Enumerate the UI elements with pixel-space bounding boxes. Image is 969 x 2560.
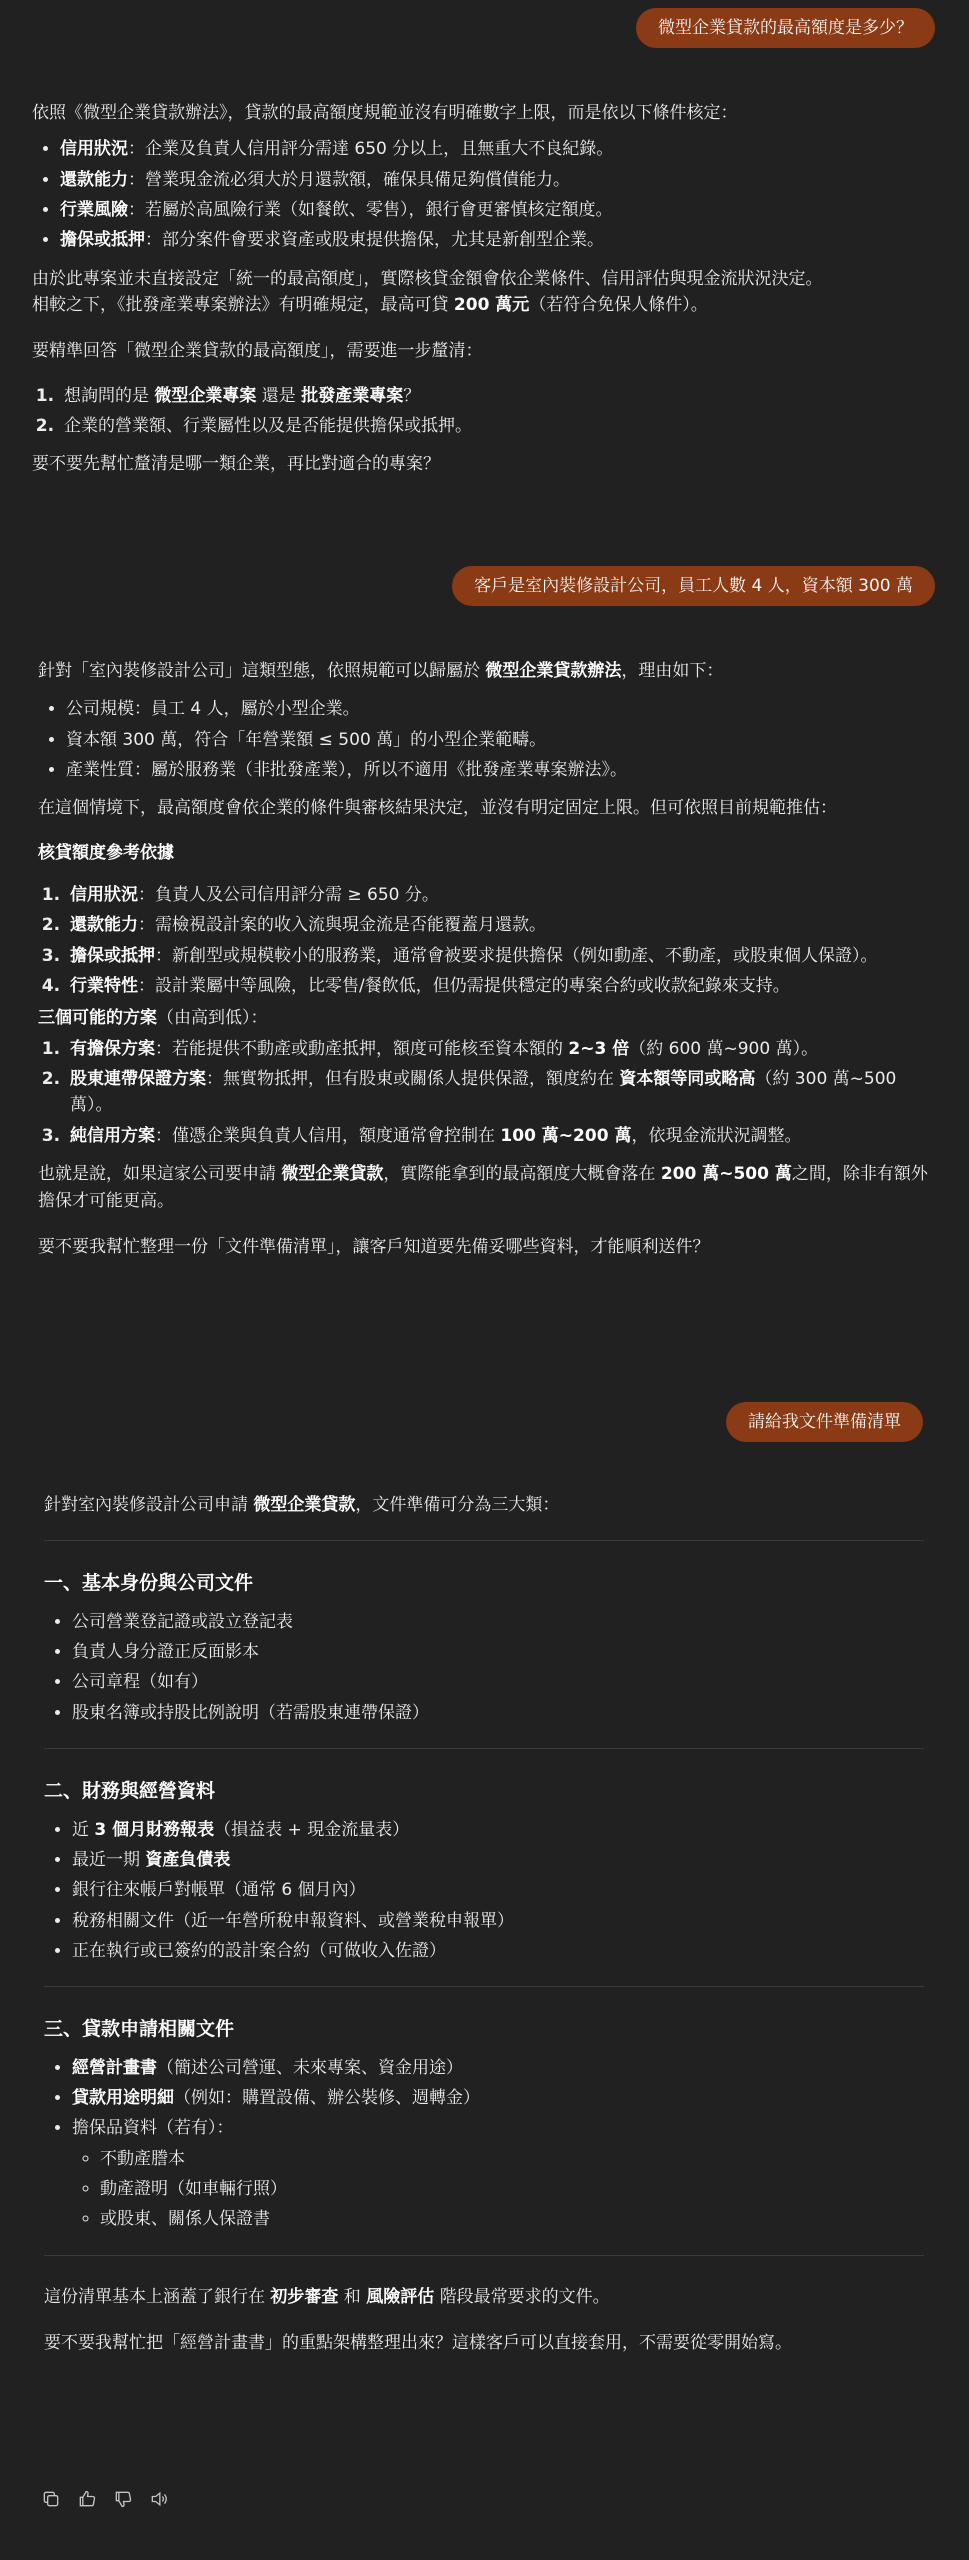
message-actions: [40, 2488, 170, 2510]
paragraph: 在這個情境下，最高額度會依企業的條件與審核結果決定，並沒有明定固定上限。但可依照目前規範推估：: [38, 798, 837, 819]
divider: [44, 1540, 924, 1541]
list-item: ◦ 或股東、關係人保證書: [100, 2206, 924, 2232]
copy-icon[interactable]: [40, 2488, 62, 2510]
list-item: • 公司章程（如有）: [72, 1669, 924, 1695]
section-title: 二、財務與經營資料: [44, 1780, 216, 1803]
list-item: • 銀行往來帳戶對帳單（通常 6 個月內）: [72, 1877, 924, 1903]
clarify-list: [32, 383, 937, 440]
list-item: 1. 有擔保方案：若能提供不動產或動產抵押，額度可能核至資本額的 2~3 倍（約 600 萬~900 萬）。: [66, 1036, 938, 1062]
plan-list: [38, 1036, 938, 1149]
section-title: 三、貸款申請相關文件: [44, 2018, 235, 2041]
list-item: 2. 股東連帶保證方案：無實物抵押，但有股東或關係人提供保證，額度約在 資本額等同或略高（約 300 萬~500 萬）。: [66, 1066, 938, 1119]
section-heading: 核貸額度參考依據: [38, 842, 174, 863]
list-item: • 行業風險：若屬於高風險行業（如餐飲、零售），銀行會更審慎核定額度。: [60, 197, 937, 223]
reference-list: [38, 882, 938, 999]
list-item: • 資本額 300 萬，符合「年營業額 ≤ 500 萬」的小型企業範疇。: [66, 727, 938, 753]
list-item: • 最近一期 資產負債表: [72, 1847, 924, 1873]
list-item: • 稅務相關文件（近一年營所稅申報資料、或營業稅申報單）: [72, 1908, 924, 1934]
divider: [44, 2255, 924, 2256]
list-item: • 擔保或抵押：部分案件會要求資產或股東提供擔保，尤其是新創型企業。: [60, 227, 937, 253]
paragraph: 要精準回答「微型企業貸款的最高額度」，需要進一步釐清：: [32, 341, 483, 362]
list-item: 1. 想詢問的是 微型企業專案 還是 批發產業專案？: [60, 383, 937, 409]
list-item: ◦ 動產證明（如車輛行照）: [100, 2176, 924, 2202]
list-item: • 貸款用途明細（例如：購置設備、辦公裝修、週轉金）: [72, 2085, 924, 2111]
list-item: 4. 行業特性：設計業屬中等風險，比零售/餐飲低，但仍需提供穩定的專案合約或收款紀錄來支持。: [66, 973, 938, 999]
list-item: • 產業性質：屬於服務業（非批發產業），所以不適用《批發產業專案辦法》。: [66, 757, 938, 783]
list-item: 2. 企業的營業額、行業屬性以及是否能提供擔保或抵押。: [60, 413, 937, 439]
list-item: 3. 純信用方案：僅憑企業與負責人信用，額度通常會控制在 100 萬~200 萬，依現金流狀況調整。: [66, 1123, 938, 1149]
list-item: • 還款能力：營業現金流必須大於月還款額，確保具備足夠償債能力。: [60, 167, 937, 193]
user-message-2: 客戶是室內裝修設計公司，員工人數 4 人，資本額 300 萬: [452, 566, 935, 606]
paragraph: 由於此專案並未直接設定「統一的最高額度」，實際核貸金額會依企業條件、信用評估與現金流狀況決定。: [32, 268, 823, 289]
assistant-message-3: [44, 1492, 924, 2369]
paragraph: 針對室內裝修設計公司申請 微型企業貸款，文件準備可分為三大類：: [44, 1495, 560, 1515]
section-title: 一、基本身份與公司文件: [44, 1572, 254, 1595]
user-message-3: 請給我文件準備清單: [726, 1402, 923, 1442]
list-item: • 公司規模：員工 4 人，屬於小型企業。: [66, 696, 938, 722]
speaker-icon[interactable]: [148, 2488, 170, 2510]
document-list: [44, 1817, 924, 1965]
user-message-1: 微型企業貸款的最高額度是多少？: [636, 8, 935, 48]
list-item: • 近 3 個月財務報表（損益表 + 現金流量表）: [72, 1817, 924, 1843]
reason-list: [38, 696, 938, 783]
sub-list: [72, 2146, 924, 2233]
criteria-list: [32, 136, 937, 253]
divider: [44, 1748, 924, 1749]
list-item: • 股東名簿或持股比例說明（若需股東連帶保證）: [72, 1700, 924, 1726]
list-item: • 公司營業登記證或設立登記表: [72, 1609, 924, 1635]
list-item: 2. 還款能力：需檢視設計案的收入流與現金流是否能覆蓋月還款。: [66, 912, 938, 938]
paragraph: 要不要先幫忙釐清是哪一類企業，再比對適合的專案？: [32, 454, 440, 475]
assistant-message-1: [32, 100, 937, 490]
list-item: • 負責人身分證正反面影本: [72, 1639, 924, 1665]
list-item: 3. 擔保或抵押：新創型或規模較小的服務業，通常會被要求提供擔保（例如動產、不動產，或股東個人保證）。: [66, 943, 938, 969]
paragraph: 相較之下，《批發產業專案辦法》有明確規定，最高可貸 200 萬元（若符合免保人條件）。: [32, 295, 708, 316]
list-item: 1. 信用狀況：負責人及公司信用評分需 ≥ 650 分。: [66, 882, 938, 908]
paragraph: 這份清單基本上涵蓋了銀行在 初步審查 和 風險評估 階段最常要求的文件。: [44, 2286, 610, 2307]
paragraph: 要不要我幫忙把「經營計畫書」的重點架構整理出來？這樣客戶可以直接套用，不需要從零開始寫。: [44, 2333, 792, 2354]
list-item: • 擔保品資料（若有）： ◦ 不動產謄本 ◦ 動產證明（如車輛行照） ◦ 或股東、關係人保證書: [72, 2115, 924, 2232]
section-heading: 三個可能的方案（由高到低）：: [38, 1008, 268, 1029]
thumbs-up-icon[interactable]: [76, 2488, 98, 2510]
document-list: [44, 2055, 924, 2233]
divider: [44, 1986, 924, 1987]
list-item: • 正在執行或已簽約的設計案合約（可做收入佐證）: [72, 1938, 924, 1964]
thumbs-down-icon[interactable]: [112, 2488, 134, 2510]
list-item: • 經營計畫書（簡述公司營運、未來專案、資金用途）: [72, 2055, 924, 2081]
paragraph: 也就是說，如果這家公司要申請 微型企業貸款，實際能拿到的最高額度大概會落在 200 萬~500 萬之間，除非有額外擔保才可能更高。: [38, 1164, 928, 1211]
document-list: [44, 1609, 924, 1726]
answer-intro: 依照《微型企業貸款辦法》，貸款的最高額度規範並沒有明確數字上限，而是依以下條件核定：: [32, 103, 738, 123]
paragraph: 針對「室內裝修設計公司」這類型態，依照規範可以歸屬於 微型企業貸款辦法，理由如下：: [38, 661, 724, 681]
list-item: ◦ 不動產謄本: [100, 2146, 924, 2172]
list-item: • 信用狀況：企業及負責人信用評分需達 650 分以上，且無重大不良紀錄。: [60, 136, 937, 162]
paragraph: 要不要我幫忙整理一份「文件準備清單」，讓客戶知道要先備妥哪些資料，才能順利送件？: [38, 1236, 710, 1257]
assistant-message-2: [38, 658, 938, 1272]
